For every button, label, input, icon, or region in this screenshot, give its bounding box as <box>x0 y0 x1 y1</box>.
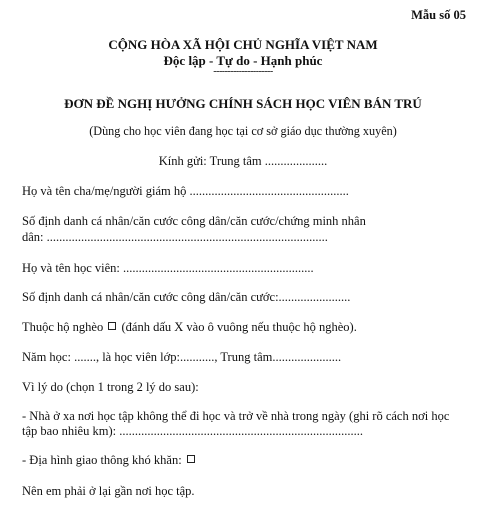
parent-name-field: Họ và tên cha/mẹ/người giám hộ ................................................... <box>22 184 349 198</box>
nation-heading: CỘNG HÒA XÃ HỘI CHỦ NGHĨA VIỆT NAM <box>108 37 378 52</box>
school-year-field: Năm học: ......., là học viên lớp:..........., Trung tâm...................... <box>22 350 342 364</box>
reason-terrain-field <box>22 453 197 468</box>
usage-note: (Dùng cho học viên đang học tại cơ sở giáo dục thường xuyên) <box>89 124 397 138</box>
student-name-field: Họ và tên học viên: ............................................................. <box>22 261 314 275</box>
reason-terrain-checkbox[interactable] <box>187 455 195 463</box>
reason-distance-line2: tập bao nhiêu km): .............................................................................. <box>22 424 363 438</box>
poor-household-checkbox[interactable] <box>108 322 116 330</box>
form-number: Mẫu số 05 <box>411 8 466 22</box>
header-rule: --------------------- <box>213 66 273 77</box>
recipient-line: Kính gửi: Trung tâm .................... <box>158 154 328 168</box>
parent-id-field-line1: Số định danh cá nhân/căn cước công dân/căn cước/chứng minh nhân <box>22 214 366 228</box>
reason-terrain-label: - Địa hình giao thông khó khăn: <box>22 453 182 467</box>
document-title: ĐƠN ĐỀ NGHỊ HƯỞNG CHÍNH SÁCH HỌC VIÊN BÁN TRÚ <box>64 96 422 111</box>
reason-intro: Vì lý do (chọn 1 trong 2 lý do sau): <box>22 380 199 394</box>
poor-household-label: Thuộc hộ nghèo <box>22 320 104 334</box>
motto: Độc lập - Tự do - Hạnh phúc <box>163 53 323 68</box>
poor-household-field <box>22 320 357 335</box>
poor-household-note: (đánh dấu X vào ô vuông nếu thuộc hộ nghèo). <box>121 320 357 334</box>
parent-id-field-line2: dân: .......................................................................................... <box>22 230 328 244</box>
closing-line: Nên em phải ở lại gần nơi học tập. <box>22 484 195 498</box>
student-id-field: Số định danh cá nhân/căn cước công dân/căn cước:....................... <box>22 290 351 304</box>
reason-distance-line1: - Nhà ở xa nơi học tập không thể đi học và trở về nhà trong ngày (ghi rõ cách nơi học <box>22 409 450 423</box>
